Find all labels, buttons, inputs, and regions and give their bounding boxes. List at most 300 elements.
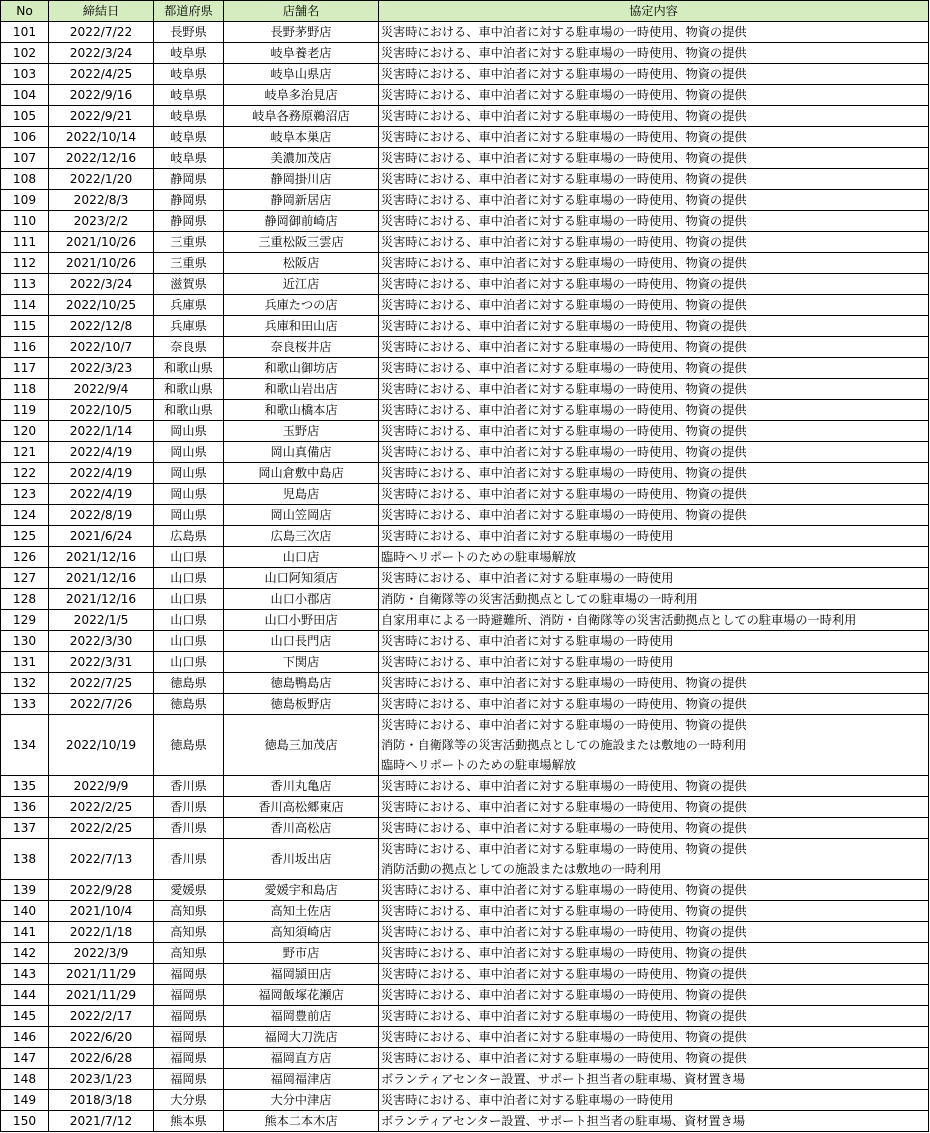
row-no-cell: 130 — [1, 631, 49, 652]
table-row — [1, 211, 929, 232]
row-prefecture-cell: 福岡県 — [154, 1069, 224, 1090]
content-line: 災害時における、車中泊者に対する駐車場の一時使用、物資の提供 — [381, 88, 747, 102]
row-date-cell: 2022/1/14 — [49, 421, 154, 442]
row-content-cell — [379, 148, 929, 169]
content-line: 災害時における、車中泊者に対する駐車場の一時使用、物資の提供 — [381, 821, 747, 835]
table-row — [1, 1006, 929, 1027]
row-prefecture-cell: 長野県 — [154, 22, 224, 43]
row-date-cell: 2022/2/17 — [49, 1006, 154, 1027]
row-no-cell: 127 — [1, 568, 49, 589]
row-store-cell: 愛媛宇和島店 — [224, 880, 379, 901]
table-row — [1, 463, 929, 484]
content-line: 災害時における、車中泊者に対する駐車場の一時使用、物資の提供 — [381, 235, 747, 249]
row-date-cell: 2022/4/25 — [49, 64, 154, 85]
table-row — [1, 1069, 929, 1090]
row-date-cell: 2022/3/31 — [49, 652, 154, 673]
row-no-cell: 131 — [1, 652, 49, 673]
row-no-cell: 123 — [1, 484, 49, 505]
table-row — [1, 776, 929, 797]
row-no-cell: 134 — [1, 715, 49, 776]
content-line: 災害時における、車中泊者に対する駐車場の一時使用、物資の提供 — [381, 466, 747, 480]
content-line: 災害時における、車中泊者に対する駐車場の一時使用、物資の提供 — [381, 319, 747, 333]
row-content-cell — [379, 880, 929, 901]
row-date-cell: 2022/6/28 — [49, 1048, 154, 1069]
row-no-cell: 107 — [1, 148, 49, 169]
row-content-cell — [379, 442, 929, 463]
header-row — [1, 1, 929, 22]
row-date-cell: 2022/8/3 — [49, 190, 154, 211]
content-line: 災害時における、車中泊者に対する駐車場の一時使用、物資の提供 — [381, 109, 747, 123]
content-line: 災害時における、車中泊者に対する駐車場の一時使用、物資の提供 — [381, 340, 747, 354]
table-row — [1, 1090, 929, 1111]
row-store-cell: 福岡直方店 — [224, 1048, 379, 1069]
content-line: 災害時における、車中泊者に対する駐車場の一時使用、物資の提供 — [381, 718, 747, 732]
row-no-cell: 135 — [1, 776, 49, 797]
table-row — [1, 505, 929, 526]
table-row — [1, 880, 929, 901]
row-store-cell: 玉野店 — [224, 421, 379, 442]
row-store-cell: 静岡掛川店 — [224, 169, 379, 190]
row-content-cell — [379, 985, 929, 1006]
row-prefecture-cell: 徳島県 — [154, 715, 224, 776]
table-row — [1, 1027, 929, 1048]
row-no-cell: 119 — [1, 400, 49, 421]
row-date-cell: 2022/2/25 — [49, 797, 154, 818]
row-no-cell: 129 — [1, 610, 49, 631]
table-row — [1, 589, 929, 610]
row-date-cell: 2021/12/16 — [49, 568, 154, 589]
row-date-cell: 2022/7/26 — [49, 694, 154, 715]
row-store-cell: 長野茅野店 — [224, 22, 379, 43]
row-content-cell — [379, 610, 929, 631]
row-no-cell: 147 — [1, 1048, 49, 1069]
row-content-cell — [379, 715, 929, 776]
table-row — [1, 797, 929, 818]
row-date-cell: 2022/1/20 — [49, 169, 154, 190]
row-store-cell: 福岡飯塚花瀬店 — [224, 985, 379, 1006]
row-content-cell — [379, 631, 929, 652]
row-prefecture-cell: 静岡県 — [154, 211, 224, 232]
row-content-cell — [379, 337, 929, 358]
row-content-cell — [379, 1027, 929, 1048]
row-no-cell: 122 — [1, 463, 49, 484]
row-store-cell: 岐阜養老店 — [224, 43, 379, 64]
table-row — [1, 922, 929, 943]
row-date-cell: 2021/11/29 — [49, 985, 154, 1006]
content-line: 災害時における、車中泊者に対する駐車場の一時使用、物資の提供 — [381, 193, 747, 207]
row-prefecture-cell: 福岡県 — [154, 985, 224, 1006]
row-content-cell — [379, 190, 929, 211]
table-row — [1, 421, 929, 442]
table-row — [1, 985, 929, 1006]
content-line: 災害時における、車中泊者に対する駐車場の一時使用、物資の提供 — [381, 1051, 747, 1065]
row-store-cell: 松阪店 — [224, 253, 379, 274]
table-row — [1, 232, 929, 253]
table-row — [1, 400, 929, 421]
row-date-cell: 2023/1/23 — [49, 1069, 154, 1090]
row-content-cell — [379, 106, 929, 127]
row-store-cell: 和歌山橋本店 — [224, 400, 379, 421]
row-store-cell: 奈良桜井店 — [224, 337, 379, 358]
row-date-cell: 2021/12/16 — [49, 589, 154, 610]
table-row — [1, 818, 929, 839]
row-prefecture-cell: 和歌山県 — [154, 400, 224, 421]
row-no-cell: 126 — [1, 547, 49, 568]
row-no-cell: 109 — [1, 190, 49, 211]
content-line: ボランティアセンター設置、サポート担当者の駐車場、資材置き場 — [381, 1114, 746, 1128]
row-date-cell: 2022/9/28 — [49, 880, 154, 901]
content-line: 災害時における、車中泊者に対する駐車場の一時使用、物資の提供 — [381, 1009, 747, 1023]
row-date-cell: 2021/12/16 — [49, 547, 154, 568]
row-content-cell — [379, 169, 929, 190]
row-no-cell: 102 — [1, 43, 49, 64]
row-date-cell: 2021/10/26 — [49, 253, 154, 274]
content-line: 災害時における、車中泊者に対する駐車場の一時使用、物資の提供 — [381, 361, 747, 375]
content-line: 災害時における、車中泊者に対する駐車場の一時使用、物資の提供 — [381, 697, 747, 711]
row-prefecture-cell: 岡山県 — [154, 421, 224, 442]
row-content-cell — [379, 652, 929, 673]
row-date-cell: 2022/9/21 — [49, 106, 154, 127]
content-line: 災害時における、車中泊者に対する駐車場の一時使用、物資の提供 — [381, 487, 747, 501]
row-no-cell: 136 — [1, 797, 49, 818]
content-line: 災害時における、車中泊者に対する駐車場の一時使用、物資の提供 — [381, 508, 747, 522]
header-store: 店舗名 — [224, 1, 379, 22]
content-line: 災害時における、車中泊者に対する駐車場の一時使用、物資の提供 — [381, 988, 747, 1002]
row-content-cell — [379, 358, 929, 379]
row-no-cell: 120 — [1, 421, 49, 442]
table-row — [1, 127, 929, 148]
header-date: 締結日 — [49, 1, 154, 22]
row-content-cell — [379, 901, 929, 922]
content-line: 災害時における、車中泊者に対する駐車場の一時使用、物資の提供 — [381, 382, 747, 396]
row-store-cell: 山口阿知須店 — [224, 568, 379, 589]
row-date-cell: 2022/3/23 — [49, 358, 154, 379]
row-content-cell — [379, 505, 929, 526]
row-store-cell: 徳島三加茂店 — [224, 715, 379, 776]
row-prefecture-cell: 岡山県 — [154, 442, 224, 463]
row-prefecture-cell: 奈良県 — [154, 337, 224, 358]
row-content-cell — [379, 839, 929, 880]
row-no-cell: 117 — [1, 358, 49, 379]
row-prefecture-cell: 高知県 — [154, 943, 224, 964]
content-line: 災害時における、車中泊者に対する駐車場の一時使用、物資の提供 — [381, 676, 747, 690]
row-store-cell: 山口小郡店 — [224, 589, 379, 610]
row-prefecture-cell: 山口県 — [154, 568, 224, 589]
content-line: 災害時における、車中泊者に対する駐車場の一時使用、物資の提供 — [381, 1030, 747, 1044]
content-line: 災害時における、車中泊者に対する駐車場の一時使用、物資の提供 — [381, 25, 747, 39]
row-prefecture-cell: 和歌山県 — [154, 358, 224, 379]
row-no-cell: 132 — [1, 673, 49, 694]
row-date-cell: 2022/9/16 — [49, 85, 154, 106]
row-prefecture-cell: 徳島県 — [154, 673, 224, 694]
row-no-cell: 113 — [1, 274, 49, 295]
row-content-cell — [379, 274, 929, 295]
row-date-cell: 2022/3/30 — [49, 631, 154, 652]
table-row — [1, 253, 929, 274]
row-no-cell: 133 — [1, 694, 49, 715]
content-line: 災害時における、車中泊者に対する駐車場の一時使用、物資の提供 — [381, 130, 747, 144]
row-store-cell: 兵庫たつの店 — [224, 295, 379, 316]
row-prefecture-cell: 岐阜県 — [154, 85, 224, 106]
row-store-cell: 山口小野田店 — [224, 610, 379, 631]
row-prefecture-cell: 香川県 — [154, 818, 224, 839]
table-row — [1, 1048, 929, 1069]
row-date-cell: 2018/3/18 — [49, 1090, 154, 1111]
content-line: 災害時における、車中泊者に対する駐車場の一時使用、物資の提供 — [381, 842, 747, 856]
table-row — [1, 694, 929, 715]
row-store-cell: 山口長門店 — [224, 631, 379, 652]
header-content: 協定内容 — [379, 1, 929, 22]
row-prefecture-cell: 静岡県 — [154, 169, 224, 190]
row-prefecture-cell: 岡山県 — [154, 484, 224, 505]
row-content-cell — [379, 43, 929, 64]
row-store-cell: 岐阜多治見店 — [224, 85, 379, 106]
row-no-cell: 138 — [1, 839, 49, 880]
row-date-cell: 2023/2/2 — [49, 211, 154, 232]
row-store-cell: 広島三次店 — [224, 526, 379, 547]
table-row — [1, 295, 929, 316]
row-content-cell — [379, 211, 929, 232]
row-store-cell: 福岡大刀洗店 — [224, 1027, 379, 1048]
header-prefecture: 都道府県 — [154, 1, 224, 22]
table-row — [1, 610, 929, 631]
table-row — [1, 442, 929, 463]
row-prefecture-cell: 高知県 — [154, 901, 224, 922]
content-line: 消防・自衛隊等の災害活動拠点としての施設または敷地の一時利用 — [381, 738, 747, 752]
row-prefecture-cell: 広島県 — [154, 526, 224, 547]
row-content-cell — [379, 776, 929, 797]
row-date-cell: 2022/8/19 — [49, 505, 154, 526]
row-date-cell: 2022/3/24 — [49, 43, 154, 64]
row-date-cell: 2022/10/25 — [49, 295, 154, 316]
row-no-cell: 104 — [1, 85, 49, 106]
row-no-cell: 101 — [1, 22, 49, 43]
row-prefecture-cell: 岐阜県 — [154, 148, 224, 169]
row-content-cell — [379, 547, 929, 568]
table-row — [1, 673, 929, 694]
row-store-cell: 大分中津店 — [224, 1090, 379, 1111]
row-content-cell — [379, 1090, 929, 1111]
row-store-cell: 徳島板野店 — [224, 694, 379, 715]
table-row — [1, 274, 929, 295]
content-line: 災害時における、車中泊者に対する駐車場の一時使用、物資の提供 — [381, 800, 747, 814]
row-prefecture-cell: 熊本県 — [154, 1111, 224, 1132]
row-store-cell: 静岡新居店 — [224, 190, 379, 211]
row-no-cell: 144 — [1, 985, 49, 1006]
row-no-cell: 140 — [1, 901, 49, 922]
row-content-cell — [379, 1006, 929, 1027]
row-date-cell: 2022/7/13 — [49, 839, 154, 880]
table-row — [1, 715, 929, 776]
row-no-cell: 128 — [1, 589, 49, 610]
row-prefecture-cell: 山口県 — [154, 652, 224, 673]
row-prefecture-cell: 岐阜県 — [154, 64, 224, 85]
row-store-cell: 兵庫和田山店 — [224, 316, 379, 337]
row-date-cell: 2022/12/8 — [49, 316, 154, 337]
row-date-cell: 2022/12/16 — [49, 148, 154, 169]
content-line: 災害時における、車中泊者に対する駐車場の一時使用、物資の提供 — [381, 904, 747, 918]
row-store-cell: 岐阜山県店 — [224, 64, 379, 85]
row-no-cell: 145 — [1, 1006, 49, 1027]
row-store-cell: 福岡豊前店 — [224, 1006, 379, 1027]
content-line: 災害時における、車中泊者に対する駐車場の一時使用、物資の提供 — [381, 298, 747, 312]
row-prefecture-cell: 兵庫県 — [154, 295, 224, 316]
content-line: 災害時における、車中泊者に対する駐車場の一時使用、物資の提供 — [381, 925, 747, 939]
row-prefecture-cell: 愛媛県 — [154, 880, 224, 901]
row-prefecture-cell: 和歌山県 — [154, 379, 224, 400]
row-store-cell: 高知須崎店 — [224, 922, 379, 943]
row-store-cell: 和歌山御坊店 — [224, 358, 379, 379]
row-store-cell: 野市店 — [224, 943, 379, 964]
table-row — [1, 43, 929, 64]
table-row — [1, 526, 929, 547]
row-no-cell: 114 — [1, 295, 49, 316]
row-store-cell: 岡山真備店 — [224, 442, 379, 463]
table-row — [1, 148, 929, 169]
row-no-cell: 125 — [1, 526, 49, 547]
row-date-cell: 2022/3/24 — [49, 274, 154, 295]
table-row — [1, 652, 929, 673]
table-body — [1, 22, 929, 1132]
row-content-cell — [379, 232, 929, 253]
row-store-cell: 岐阜各務原鵜沼店 — [224, 106, 379, 127]
row-prefecture-cell: 山口県 — [154, 631, 224, 652]
row-content-cell — [379, 85, 929, 106]
row-content-cell — [379, 379, 929, 400]
row-content-cell — [379, 1111, 929, 1132]
row-prefecture-cell: 滋賀県 — [154, 274, 224, 295]
row-prefecture-cell: 福岡県 — [154, 1006, 224, 1027]
content-line: 災害時における、車中泊者に対する駐車場の一時使用、物資の提供 — [381, 46, 747, 60]
row-date-cell: 2022/7/22 — [49, 22, 154, 43]
row-store-cell: 福岡福津店 — [224, 1069, 379, 1090]
row-content-cell — [379, 818, 929, 839]
row-store-cell: 児島店 — [224, 484, 379, 505]
table-row — [1, 106, 929, 127]
row-store-cell: 岡山笠岡店 — [224, 505, 379, 526]
row-prefecture-cell: 岐阜県 — [154, 43, 224, 64]
content-line: 災害時における、車中泊者に対する駐車場の一時使用、物資の提供 — [381, 277, 747, 291]
row-prefecture-cell: 三重県 — [154, 232, 224, 253]
table-row — [1, 631, 929, 652]
row-prefecture-cell: 兵庫県 — [154, 316, 224, 337]
header-no: No — [1, 1, 49, 22]
row-no-cell: 146 — [1, 1027, 49, 1048]
row-store-cell: 山口店 — [224, 547, 379, 568]
content-line: 災害時における、車中泊者に対する駐車場の一時使用、物資の提供 — [381, 967, 747, 981]
table-row — [1, 85, 929, 106]
content-line: 災害時における、車中泊者に対する駐車場の一時使用、物資の提供 — [381, 214, 747, 228]
row-no-cell: 105 — [1, 106, 49, 127]
table-row — [1, 964, 929, 985]
row-date-cell: 2021/7/12 — [49, 1111, 154, 1132]
row-store-cell: 徳島鴨島店 — [224, 673, 379, 694]
row-date-cell: 2022/10/7 — [49, 337, 154, 358]
row-content-cell — [379, 568, 929, 589]
row-date-cell: 2022/4/19 — [49, 484, 154, 505]
table-row — [1, 337, 929, 358]
table-row — [1, 547, 929, 568]
row-prefecture-cell: 静岡県 — [154, 190, 224, 211]
row-prefecture-cell: 大分県 — [154, 1090, 224, 1111]
content-line: 災害時における、車中泊者に対する駐車場の一時使用、物資の提供 — [381, 445, 747, 459]
row-prefecture-cell: 香川県 — [154, 839, 224, 880]
content-line: 臨時ヘリポートのための駐車場解放 — [381, 758, 576, 772]
row-prefecture-cell: 山口県 — [154, 589, 224, 610]
row-content-cell — [379, 673, 929, 694]
row-date-cell: 2022/2/25 — [49, 818, 154, 839]
row-no-cell: 148 — [1, 1069, 49, 1090]
row-date-cell: 2022/4/19 — [49, 442, 154, 463]
row-store-cell: 美濃加茂店 — [224, 148, 379, 169]
row-prefecture-cell: 香川県 — [154, 776, 224, 797]
content-line: 災害時における、車中泊者に対する駐車場の一時使用 — [381, 1093, 674, 1107]
content-line: 消防・自衛隊等の災害活動拠点としての駐車場の一時利用 — [381, 592, 698, 606]
row-content-cell — [379, 1048, 929, 1069]
row-store-cell: 下関店 — [224, 652, 379, 673]
row-no-cell: 142 — [1, 943, 49, 964]
row-no-cell: 115 — [1, 316, 49, 337]
row-no-cell: 110 — [1, 211, 49, 232]
row-prefecture-cell: 三重県 — [154, 253, 224, 274]
row-content-cell — [379, 589, 929, 610]
row-prefecture-cell: 山口県 — [154, 547, 224, 568]
content-line: ボランティアセンター設置、サポート担当者の駐車場、資材置き場 — [381, 1072, 746, 1086]
row-no-cell: 139 — [1, 880, 49, 901]
content-line: 災害時における、車中泊者に対する駐車場の一時使用、物資の提供 — [381, 424, 747, 438]
content-line: 災害時における、車中泊者に対する駐車場の一時使用 — [381, 571, 674, 585]
table-row — [1, 169, 929, 190]
row-no-cell: 141 — [1, 922, 49, 943]
row-content-cell — [379, 797, 929, 818]
row-date-cell: 2022/9/9 — [49, 776, 154, 797]
table-row — [1, 943, 929, 964]
row-prefecture-cell: 岐阜県 — [154, 106, 224, 127]
row-no-cell: 112 — [1, 253, 49, 274]
row-store-cell: 福岡頴田店 — [224, 964, 379, 985]
row-date-cell: 2021/10/26 — [49, 232, 154, 253]
row-no-cell: 143 — [1, 964, 49, 985]
row-store-cell: 三重松阪三雲店 — [224, 232, 379, 253]
row-no-cell: 149 — [1, 1090, 49, 1111]
content-line: 消防活動の拠点としての施設または敷地の一時利用 — [381, 862, 662, 876]
row-date-cell: 2022/1/18 — [49, 922, 154, 943]
table-row — [1, 1111, 929, 1132]
row-date-cell: 2022/4/19 — [49, 463, 154, 484]
row-no-cell: 111 — [1, 232, 49, 253]
table-row — [1, 358, 929, 379]
row-store-cell: 香川高松店 — [224, 818, 379, 839]
row-store-cell: 岡山倉敷中島店 — [224, 463, 379, 484]
content-line: 災害時における、車中泊者に対する駐車場の一時使用、物資の提供 — [381, 151, 747, 165]
row-store-cell: 香川坂出店 — [224, 839, 379, 880]
row-no-cell: 118 — [1, 379, 49, 400]
row-prefecture-cell: 岡山県 — [154, 505, 224, 526]
row-date-cell: 2022/10/5 — [49, 400, 154, 421]
content-line: 自家用車による一時避難所、消防・自衛隊等の災害活動拠点としての駐車場の一時利用 — [381, 613, 857, 627]
row-prefecture-cell: 岡山県 — [154, 463, 224, 484]
row-content-cell — [379, 964, 929, 985]
row-store-cell: 近江店 — [224, 274, 379, 295]
content-line: 災害時における、車中泊者に対する駐車場の一時使用、物資の提供 — [381, 172, 747, 186]
row-date-cell: 2022/3/9 — [49, 943, 154, 964]
row-content-cell — [379, 922, 929, 943]
row-date-cell: 2021/11/29 — [49, 964, 154, 985]
content-line: 災害時における、車中泊者に対する駐車場の一時使用、物資の提供 — [381, 946, 747, 960]
content-line: 災害時における、車中泊者に対する駐車場の一時使用 — [381, 655, 674, 669]
row-content-cell — [379, 127, 929, 148]
row-no-cell: 106 — [1, 127, 49, 148]
